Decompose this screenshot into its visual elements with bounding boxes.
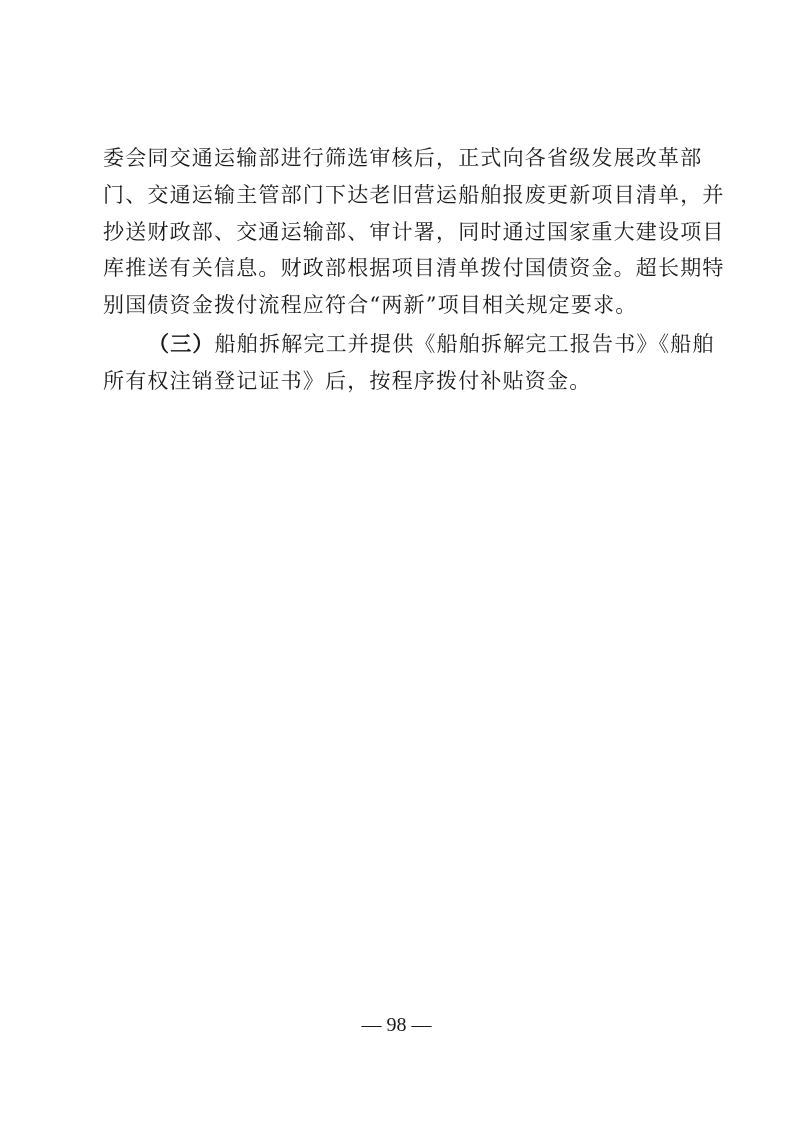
section-text: 船舶拆解完工并提供《船舶拆解完工报告书》《船舶 bbox=[214, 332, 715, 356]
section-paragraph-first-line bbox=[148, 326, 715, 362]
body-text-line: 别国债资金拨付流程应符合“两新”项目相关规定要求。 bbox=[103, 293, 638, 317]
body-text-line: 委会同交通运输部进行筛选审核后，正式向各省级发展改革部 bbox=[103, 146, 703, 170]
body-text-line: 所有权注销登记证书》后，按程序拨付补贴资金。 bbox=[103, 369, 592, 393]
body-text-line: 库推送有关信息。财政部根据项目清单拨付国债资金。超长期特 bbox=[103, 256, 725, 280]
body-text-line: 抄送财政部、交通运输部、审计署，同时通过国家重大建设项目 bbox=[103, 220, 725, 244]
section-heading-number: （三） bbox=[148, 332, 215, 356]
page-number: — 98 — bbox=[361, 1014, 432, 1036]
body-text-line: 门、交通运输主管部门下达老旧营运船舶报废更新项目清单，并 bbox=[103, 183, 725, 207]
